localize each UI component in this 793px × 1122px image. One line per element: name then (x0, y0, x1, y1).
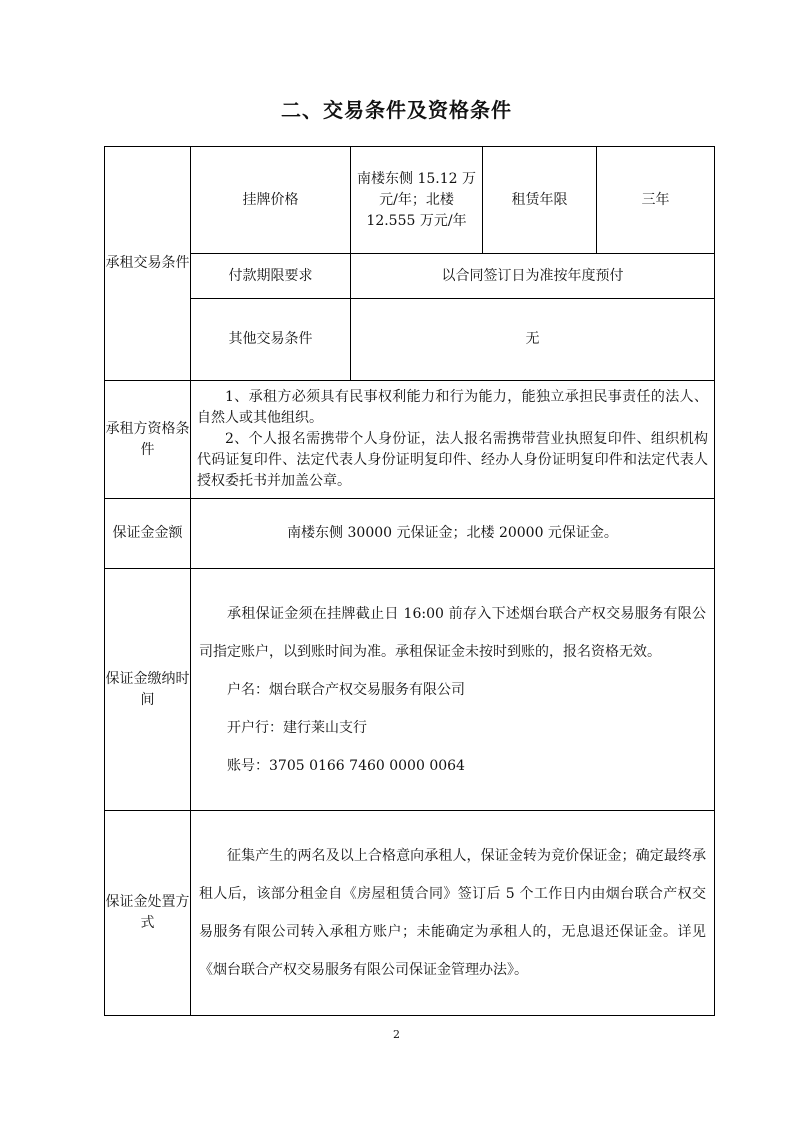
deposit-amount-label: 保证金金额 (105, 499, 191, 569)
other-terms-row (105, 299, 715, 381)
payment-label: 付款期限要求 (191, 254, 351, 299)
deposit-disposal-text: 征集产生的两名及以上合格意向承租人，保证金转为竞价保证金；确定最终承租人后，该部分租金自《房屋租赁合同》签订后 5 个工作日内由烟台联合产权交易服务有限公司转入承租方账户；未能确定为承租人的，无息退还保证金。详见《烟台联合产权交易服务有限公司保证金管理办法》。 (199, 848, 706, 978)
payment-value: 以合同签订日为准按年度预付 (351, 254, 715, 299)
deposit-disposal-row (105, 811, 715, 1016)
account-name: 户名：烟台联合产权交易服务有限公司 (227, 681, 465, 698)
deposit-payment-row (105, 569, 715, 811)
payment-row (105, 254, 715, 299)
lease-term-label: 租赁年限 (483, 147, 597, 254)
qualification-item: 1、承租方必须具有民事权利能力和行为能力，能独立承担民事责任的法人、自然人或其他组织。 (197, 389, 708, 426)
account-number: 账号：3705 0166 7460 0000 0064 (227, 757, 465, 774)
page-title: 二、交易条件及资格条件 (281, 98, 512, 122)
deposit-amount-row (105, 499, 715, 569)
listing-price-row (105, 147, 715, 254)
other-terms-label: 其他交易条件 (191, 299, 351, 381)
deposit-disposal-label: 保证金处置方式 (105, 811, 191, 1016)
qualification-label: 承租方资格条件 (105, 381, 191, 499)
deposit-amount-value: 南楼东侧 30000 元保证金；北楼 20000 元保证金。 (191, 499, 715, 569)
lease-terms-label: 承租交易条件 (105, 147, 191, 381)
deposit-payment-text: 承租保证金须在挂牌截止日 16:00 前存入下述烟台联合产权交易服务有限公司指定账户，以到账时间为准。承租保证金未按时到账的，报名资格无效。 (199, 605, 706, 660)
lease-term-value: 三年 (597, 147, 715, 254)
page-number: 2 (393, 1028, 400, 1041)
conditions-table (104, 146, 715, 1016)
deposit-payment-content (191, 569, 715, 811)
other-terms-value: 无 (351, 299, 715, 381)
qualification-row (105, 381, 715, 499)
listing-price-value: 南楼东侧 15.12 万元/年；北楼 12.555 万元/年 (351, 147, 483, 254)
qualification-content (191, 381, 715, 499)
deposit-disposal-content (191, 811, 715, 1016)
bank-name: 开户行：建行莱山支行 (227, 719, 367, 736)
deposit-payment-label: 保证金缴纳时间 (105, 569, 191, 811)
listing-price-label: 挂牌价格 (191, 147, 351, 254)
qualification-item: 2、个人报名需携带个人身份证，法人报名需携带营业执照复印件、组织机构代码证复印件、法定代表人身份证明复印件、经办人身份证明复印件和法定代表人授权委托书并加盖公章。 (197, 431, 708, 489)
